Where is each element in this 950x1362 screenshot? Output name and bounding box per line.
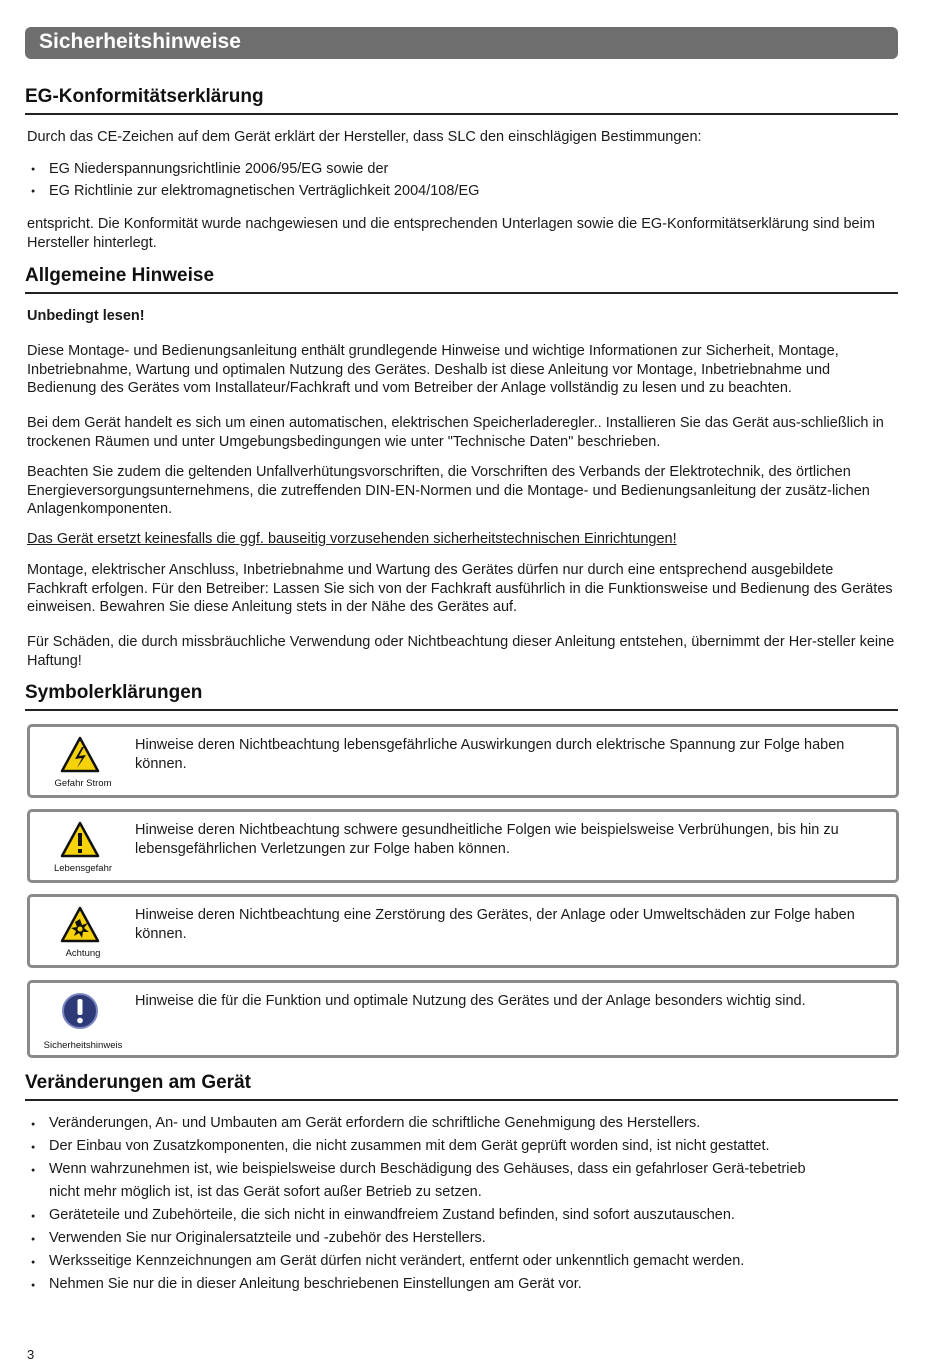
section-heading-eg: EG-Konformitätserklärung (25, 86, 898, 115)
symbol-box (27, 724, 899, 798)
symbol-description: Hinweise deren Nichtbeachtung eine Zerstörung des Gerätes, der Anlage oder Umweltschäden zur Folge haben können. (135, 907, 855, 942)
symbol-box (27, 809, 899, 883)
symbol-box (27, 894, 899, 968)
eg-bullet-list (27, 158, 887, 202)
symbol-description: Hinweise die für die Funktion und optimale Nutzung des Gerätes und der Anlage besonders wichtig sind. (135, 993, 806, 1009)
page-title: Sicherheitshinweise (39, 30, 241, 53)
general-paragraph: Beachten Sie zudem die geltenden Unfallverhütungsvorschriften, die Vorschriften des Verbands der Elektrotechnik, des örtlichen Energieversorgungsunternehmens, die zutreffenden DIN-EN-Normen und die Montage- und Bedienungsanleitung der zusätz-lichen Anlagenkomponenten. (27, 464, 870, 517)
list-item: ● Geräteteile und Zubehörteile, die sich nicht in einwandfreiem Zustand befinden, sind sofort auszutauschen. (27, 1204, 817, 1227)
must-read-label: Unbedingt lesen! (27, 308, 145, 324)
list-item: ● EG Richtlinie zur elektromagnetischen Verträglichkeit 2004/108/EG (27, 180, 887, 202)
electric-hazard-icon (60, 735, 100, 775)
page-number: 3 (27, 1347, 35, 1362)
list-item: ● Nehmen Sie nur die in dieser Anleitung beschriebenen Einstellungen am Gerät vor. (27, 1273, 817, 1296)
symbol-box (27, 980, 899, 1058)
section-heading-symbols: Symbolerklärungen (25, 682, 898, 711)
list-item: ● Der Einbau von Zusatzkomponenten, die nicht zusammen mit dem Gerät geprüft worden sind, ist nicht gestattet. (27, 1135, 817, 1158)
symbol-caption: Achtung (65, 948, 101, 959)
symbol-description: Hinweise deren Nichtbeachtung schwere gesundheitliche Folgen wie beispielsweise Verbrühungen, bis hin zu lebensgefährlichen Verletzungen zur Folge haben können. (135, 822, 839, 857)
list-item: ● Verwenden Sie nur Originalersatzteile und -zubehör des Herstellers. (27, 1227, 817, 1250)
safety-note-underlined: Das Gerät ersetzt keinesfalls die ggf. bauseitig vorzusehenden sicherheitstechnischen Einrichtungen! (27, 531, 677, 547)
list-item: ● Veränderungen, An- und Umbauten am Gerät erfordern die schriftliche Genehmigung des Herstellers. (27, 1112, 817, 1135)
general-paragraph: Bei dem Gerät handelt es sich um einen automatischen, elektrischen Speicherladeregler.. Installieren Sie das Gerät aus-schließlich in trockenen Räumen und unter Umgebungsbedingungen wie unter "Technische Daten" beschrieben. (27, 415, 884, 450)
symbol-caption: Gefahr Strom (54, 778, 112, 789)
list-item: ● Wenn wahrzunehmen ist, wie beispielsweise durch Beschädigung des Gehäuses, dass ein gefahrloser Gerä-tebetrieb nicht mehr möglich ist, ist das Gerät sofort außer Betrieb zu setzen. (27, 1158, 817, 1204)
symbol-caption: Lebensgefahr (53, 863, 113, 874)
changes-bullet-list (27, 1112, 817, 1296)
symbol-caption: Sicherheitshinweis (43, 1040, 123, 1051)
general-paragraph: Diese Montage- und Bedienungsanleitung enthält grundlegende Hinweise und wichtige Informationen zur Sicherheit, Montage, Inbetriebnahme, Wartung und optimalen Nutzung des Gerätes. Deshalb ist diese Anleitung vor Montage, Inbetriebnahme und Bedienung des Gerätes vom Installateur/Fachkraft und vom Betreiber der Anlage vollständig zu lesen und zu beachten. (27, 343, 839, 396)
section-heading-general: Allgemeine Hinweise (25, 265, 898, 294)
section-heading-changes: Veränderungen am Gerät (25, 1072, 898, 1101)
general-paragraph: Montage, elektrischer Anschluss, Inbetriebnahme und Wartung des Gerätes dürfen nur durch eine entsprechend ausgebildete Fachkraft erfolgen. Für den Betreiber: Lassen Sie sich von der Fachkraft ausführlich in die Funktionsweise und Bedienung des Gerätes einweisen. Bewahren Sie diese Anleitung stets in der Nähe des Gerätes auf. (27, 562, 893, 615)
list-item: ● EG Niederspannungsrichtlinie 2006/95/EG sowie der (27, 158, 887, 180)
warning-exclamation-icon (60, 820, 100, 860)
explosion-hazard-icon (60, 905, 100, 945)
general-paragraph: Für Schäden, die durch missbräuchliche Verwendung oder Nichtbeachtung dieser Anleitung entstehen, übernimmt der Her-steller keine Haftung! (27, 634, 895, 669)
list-item: ● Werksseitige Kennzeichnungen am Gerät dürfen nicht verändert, entfernt oder unkenntlich gemacht werden. (27, 1250, 817, 1273)
eg-intro: Durch das CE-Zeichen auf dem Gerät erklärt der Hersteller, dass SLC den einschlägigen Bestimmungen: (27, 129, 702, 145)
eg-outro: entspricht. Die Konformität wurde nachgewiesen und die entsprechenden Unterlagen sowie die EG-Konformitätserklärung sind beim Hersteller hinterlegt. (27, 216, 875, 251)
symbol-description: Hinweise deren Nichtbeachtung lebensgefährliche Auswirkungen durch elektrische Spannung zur Folge haben können. (135, 737, 845, 772)
info-exclamation-circle-icon (60, 991, 100, 1031)
page-banner (25, 27, 898, 59)
